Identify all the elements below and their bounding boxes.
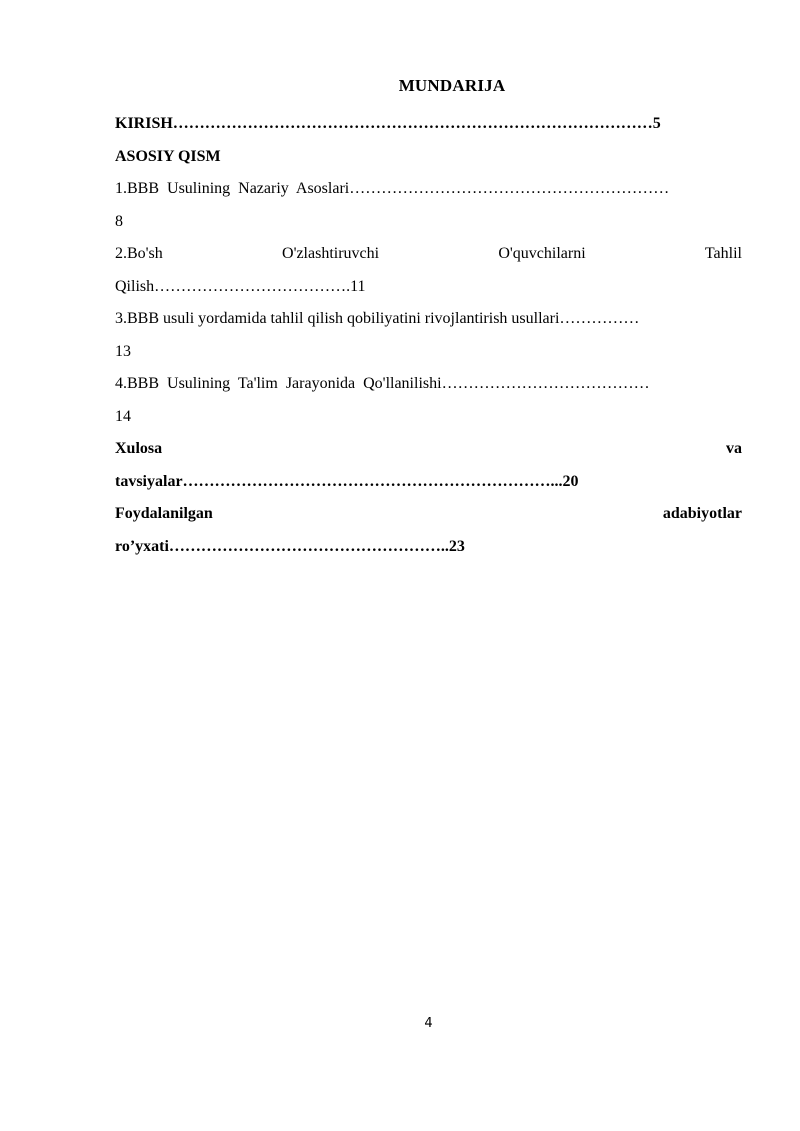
toc-entry-adabiyotlar [115,498,742,563]
toc-entry-3 [115,303,742,368]
toc-entry-xulosa-word: va [726,440,742,457]
page-number: 4 [424,1016,433,1031]
toc-entry-kirish: KIRISH………………………………………………………………………………5 [115,115,661,132]
toc-entry-1-page: 8 [115,212,123,230]
toc-entry-1 [115,173,742,238]
toc-section-asosiy-qism: ASOSIY QISM [115,147,221,165]
toc-entry-4-title: 4.BBB Usulining Ta'lim Jarayonida Qo'llanilishi………………………………… [115,375,650,392]
toc-entry-adabiyotlar-word: adabiyotlar [662,505,742,522]
toc-entry-2-word: O'quvchilarni [498,245,586,262]
toc-entry-2 [115,238,742,303]
toc-entry-2-word: 2.Bo'sh [115,245,163,262]
toc-entry-2-page: Qilish……………………………….11 [115,277,366,295]
toc-entry-xulosa-title [115,433,742,466]
toc-entry-2-title [115,238,742,271]
toc-entry-4 [115,368,742,433]
toc-entry-2-word: Tahlil [704,245,742,262]
toc-entry-xulosa-page: tavsiyalar……………………………………………………………...20 [115,472,579,490]
toc-entry-3-title: 3.BBB usuli yordamida tahlil qilish qobiliyatini rivojlantirish usullari…………… [115,310,640,327]
toc-entry-2-word: O'zlashtiruvchi [282,245,380,262]
toc-entry-xulosa-word: Xulosa [115,440,163,457]
page-title: MUNDARIJA [398,76,506,95]
toc-entry-1-title: 1.BBB Usulining Nazariy Asoslari…………………………………………………… [115,180,670,197]
toc-entry-adabiyotlar-word: Foydalanilgan [115,505,213,522]
toc-entry-adabiyotlar-title [115,498,742,531]
table-of-contents [115,108,742,563]
toc-entry-xulosa [115,433,742,498]
toc-entry-3-page: 13 [115,342,131,360]
toc-entry-adabiyotlar-page: ro’yxati……………………………………………..23 [115,537,465,555]
toc-entry-4-page: 14 [115,407,131,425]
